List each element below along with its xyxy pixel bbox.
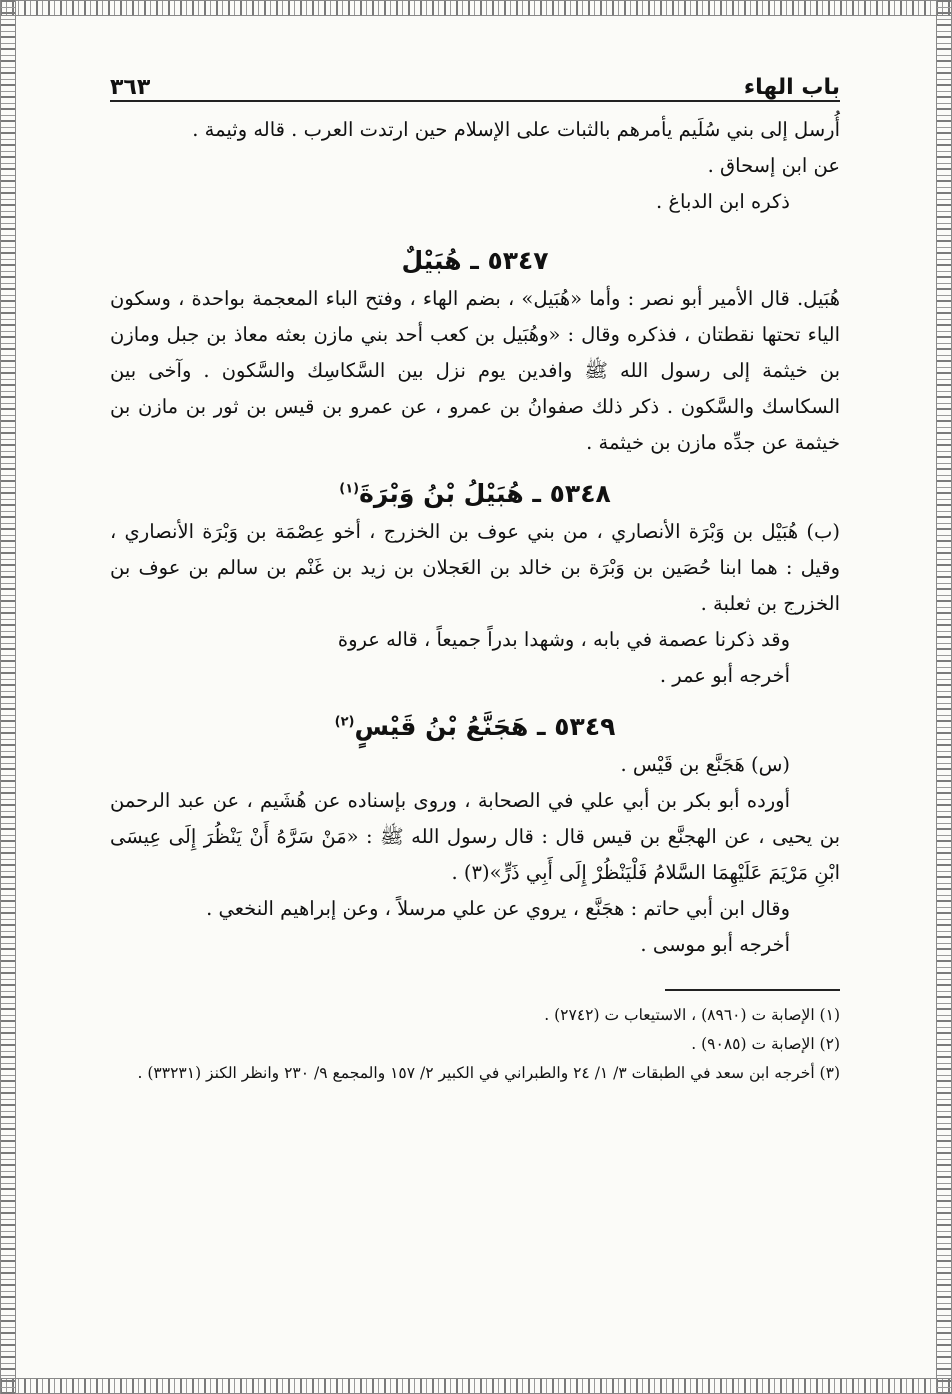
entry-paragraph: (س) هَجَنَّع بن قَيْس . <box>620 753 790 776</box>
entry-paragraph: وقال ابن أبي حاتم : هجَنَّع ، يروي عن علي مرسلاً ، وعن إبراهيم النخعي . <box>206 897 790 920</box>
decorative-border-top <box>0 0 952 16</box>
entry-paragraph: أخرجه أبو عمر . <box>659 664 790 687</box>
entry-paragraph: وقد ذكرنا عصمة في بابه ، وشهدا بدراً جميعاً ، قاله عروة <box>337 628 790 651</box>
footnote-divider <box>665 989 840 991</box>
decorative-border-bottom <box>0 1378 952 1394</box>
entry-heading-text: ٥٣٤٩ ـ هَجَنَّعُ بْنُ قَيْسٍ <box>354 712 616 741</box>
entry-paragraph: (ب) هُبَيْل بن وَبْرَة الأنصاري ، من بني عوف بن الخزرج ، أخو عِصْمَة بن وَبْرَة الأنصاري ، وقيل : هما ابنا حُصَين بن وَبْرَة بن خالد بن العَجلان بن زيد بن غَنْم بن سالم بن عوف بن الخزرج بن ثعلبة . <box>110 520 840 615</box>
running-header <box>110 60 840 102</box>
entry-heading <box>110 712 840 741</box>
page <box>110 60 840 1088</box>
intro-line: عن ابن إسحاق . <box>707 154 840 177</box>
footnote-marker: (١) <box>339 481 360 497</box>
decorative-border-right <box>936 0 952 1394</box>
intro-line: ذكره ابن الدباغ . <box>655 190 790 213</box>
intro-line: أُرسل إلى بني سُلَيم يأمرهم بالثبات على الإسلام حين ارتدت العرب . قاله وثيمة . <box>192 118 840 141</box>
chapter-title: باب الهاء <box>743 75 840 100</box>
footnote: (١) الإصابة ت (٨٩٦٠) ، الاستيعاب ت (٢٧٤٢) . <box>544 1006 840 1024</box>
page-number: ٣٦٣ <box>110 75 151 100</box>
entry-heading <box>110 479 840 508</box>
footnote: (٢) الإصابة ت (٩٠٨٥) . <box>691 1035 840 1053</box>
footnote-marker: (٢) <box>334 714 355 730</box>
footnote: (٣) أخرجه ابن سعد في الطبقات ٣/ ١/ ٢٤ والطبراني في الكبير ٢/ ١٥٧ والمجمع ٩/ ٢٣٠ وانظر الكنز (٣٣٢٣١) . <box>137 1064 840 1082</box>
entry-paragraph: أورده أبو بكر بن أبي علي في الصحابة ، وروى بإسناده عن هُشَيم ، عن عبد الرحمن بن يحيى ، عن الهجنَّع بن قيس قال : قال رسول الله ﷺ : «مَنْ سَرَّهُ أَنْ يَنْظُرَ إِلَى عِيسَى ابْنِ مَرْيَمَ عَلَيْهِمَا السَّلامُ فَلْيَنْظُرْ إِلَى أَبِي ذَرٍّ»(٣) . <box>110 789 840 884</box>
entry-paragraph: أخرجه أبو موسى . <box>640 933 790 956</box>
entry-paragraph: هُبَيل. قال الأمير أبو نصر : وأما «هُبَيل» ، بضم الهاء ، وفتح الباء المعجمة بواحدة ، وسكون الياء تحتها نقطتان ، فذكره وقال : «وهُبَيل بن كعب أحد بني مازن بعثه معاذ بن جبل ومازن بن خيثمة إلى رسول الله ﷺ وافدين يوم نزل بين السَّكاسِك والسَّكون . وآخى بين السكاسك والسَّكون . ذكر ذلك صفوانُ بن عمرو ، عن عمرو بن قيس بن ثور بن مازن بن خيثمة عن جدِّه مازن بن خيثمة . <box>110 287 840 454</box>
entry-heading-text: ٥٣٤٨ ـ هُبَيْلُ بْنُ وَبْرَةَ <box>359 479 611 508</box>
decorative-border-left <box>0 0 16 1394</box>
entry-heading-text: ٥٣٤٧ ـ هُبَيْلٌ <box>401 246 549 275</box>
entry-heading <box>110 246 840 275</box>
